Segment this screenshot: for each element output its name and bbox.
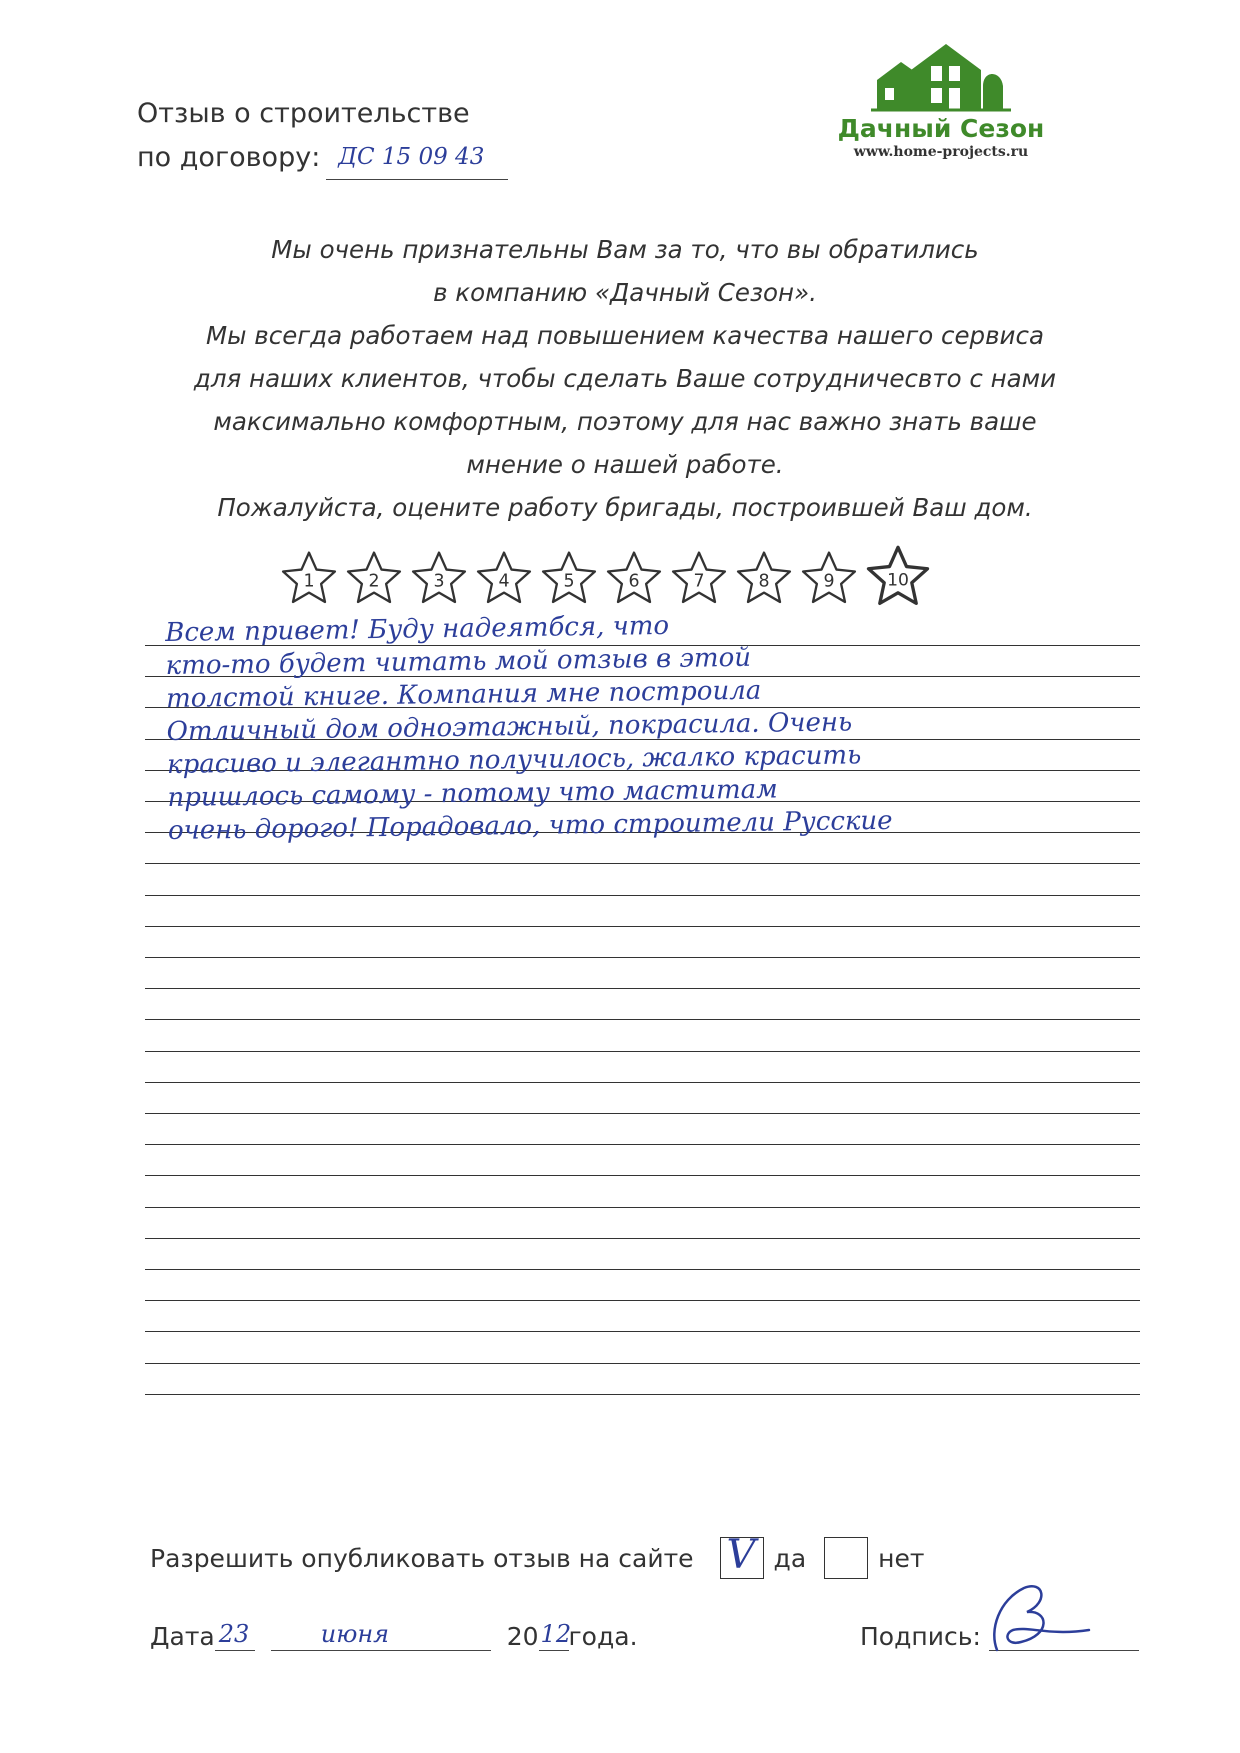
- ruled-line: [145, 1363, 1140, 1364]
- date-year-value: 12: [540, 1620, 572, 1648]
- rating-star[interactable]: [410, 548, 470, 608]
- contract-row: [137, 136, 508, 180]
- star-icon: [865, 542, 931, 608]
- company-logo: [826, 40, 1056, 170]
- form-header: [137, 92, 508, 180]
- ruled-line: [145, 1269, 1140, 1270]
- star-number: 3: [433, 571, 445, 592]
- star-icon: [605, 548, 663, 606]
- star-number: 6: [628, 571, 640, 592]
- star-number: 2: [368, 571, 380, 592]
- publish-yes-label: да: [773, 1543, 807, 1573]
- signature-label: Подпись:: [860, 1622, 981, 1651]
- check-mark: V: [726, 1532, 756, 1578]
- star-number: 4: [498, 571, 510, 592]
- intro-line: максимально комфортным, поэтому для нас важно знать ваше: [213, 407, 1037, 436]
- signature-field[interactable]: [989, 1620, 1139, 1651]
- rating-star[interactable]: [475, 548, 535, 608]
- intro-text: [130, 228, 1120, 529]
- intro-line: в компанию «Дачный Сезон».: [433, 278, 817, 307]
- ruled-line: [145, 1175, 1140, 1176]
- rating-star[interactable]: [605, 548, 665, 608]
- review-line: очень дорого! Порадовало, что строители Русские: [167, 805, 893, 846]
- review-line: Всем привет! Буду надеятбся, что: [165, 610, 670, 648]
- date-year-label: года.: [568, 1622, 638, 1651]
- ruled-line: [145, 926, 1140, 927]
- ruled-line: [145, 1394, 1140, 1395]
- ruled-line: [145, 1144, 1140, 1145]
- intro-line: мнение о нашей работе.: [466, 450, 784, 479]
- review-line: пришлось самому - потому что маститам: [167, 774, 778, 813]
- date-row: [150, 1620, 638, 1651]
- rating-star[interactable]: [345, 548, 405, 608]
- intro-line: Пожалуйста, оцените работу бригады, построившей Ваш дом.: [217, 493, 1033, 522]
- star-icon: [735, 548, 793, 606]
- signature-row: [860, 1620, 1139, 1651]
- publish-consent: [150, 1532, 932, 1579]
- star-number: 9: [823, 571, 835, 592]
- ruled-line: [145, 1051, 1140, 1052]
- rating-star[interactable]: [865, 542, 925, 602]
- ruled-line: [145, 1331, 1140, 1332]
- rating-star[interactable]: [670, 548, 730, 608]
- publish-no-label: нет: [878, 1543, 925, 1573]
- star-icon: [345, 548, 403, 606]
- star-number: 10: [887, 570, 909, 591]
- review-line: красиво и элегантно получилось, жалко красить: [166, 740, 862, 780]
- ruled-line: [145, 1300, 1140, 1301]
- intro-line: для наших клиентов, чтобы сделать Ваше сотрудничесвто с нами: [193, 364, 1057, 393]
- date-label: Дата: [150, 1622, 215, 1651]
- date-year-prefix: 20: [506, 1622, 539, 1651]
- ruled-line: [145, 1082, 1140, 1083]
- intro-line: Мы всегда работаем над повышением качества нашего сервиса: [206, 321, 1044, 350]
- contract-number-field[interactable]: [326, 144, 508, 180]
- ruled-line: [145, 988, 1140, 989]
- review-line: Отличный дом одноэтажный, покрасила. Очень: [166, 707, 853, 747]
- star-icon: [410, 548, 468, 606]
- star-number: 8: [758, 571, 770, 592]
- star-icon: [540, 548, 598, 606]
- star-icon: [670, 548, 728, 606]
- ruled-line: [145, 895, 1140, 896]
- house-logo-icon: [871, 40, 1011, 112]
- star-number: 7: [693, 571, 705, 592]
- ruled-line: [145, 957, 1140, 958]
- form-title: Отзыв о строительстве: [137, 98, 470, 129]
- ruled-line: [145, 1019, 1140, 1020]
- review-line: кто-то будет читать мой отзыв в этой: [165, 642, 752, 681]
- contract-number-value: ДС 15 09 43: [338, 144, 485, 170]
- contract-label: по договору:: [137, 142, 321, 173]
- rating-star[interactable]: [280, 548, 340, 608]
- ruled-line: [145, 1113, 1140, 1114]
- ruled-line: [145, 1238, 1140, 1239]
- star-icon: [475, 548, 533, 606]
- date-month-value: июня: [320, 1620, 390, 1648]
- date-month-field[interactable]: [271, 1620, 491, 1651]
- star-number: 1: [303, 571, 315, 592]
- date-year-field[interactable]: [539, 1620, 572, 1651]
- rating-star[interactable]: [735, 548, 795, 608]
- star-icon: [800, 548, 858, 606]
- logo-name: Дачный Сезон: [837, 114, 1045, 143]
- date-day-field[interactable]: [215, 1620, 255, 1651]
- intro-line: Мы очень признательны Вам за то, что вы обратились: [271, 235, 979, 264]
- publish-label: Разрешить опубликовать отзыв на сайте: [150, 1543, 694, 1573]
- star-icon: [280, 548, 338, 606]
- date-day-value: 23: [218, 1620, 250, 1648]
- publish-no-checkbox[interactable]: [824, 1537, 868, 1579]
- star-number: 5: [563, 571, 575, 592]
- handwritten-signature: [979, 1580, 1119, 1660]
- ruled-line: [145, 1207, 1140, 1208]
- review-text[interactable]: [165, 604, 1098, 848]
- rating-star[interactable]: [800, 548, 860, 608]
- logo-url: www.home-projects.ru: [853, 144, 1029, 160]
- ruled-line: [145, 863, 1140, 864]
- publish-yes-checkbox[interactable]: [720, 1532, 764, 1579]
- review-line: толстой книге. Компания мне построила: [165, 675, 762, 714]
- rating-star[interactable]: [540, 548, 600, 608]
